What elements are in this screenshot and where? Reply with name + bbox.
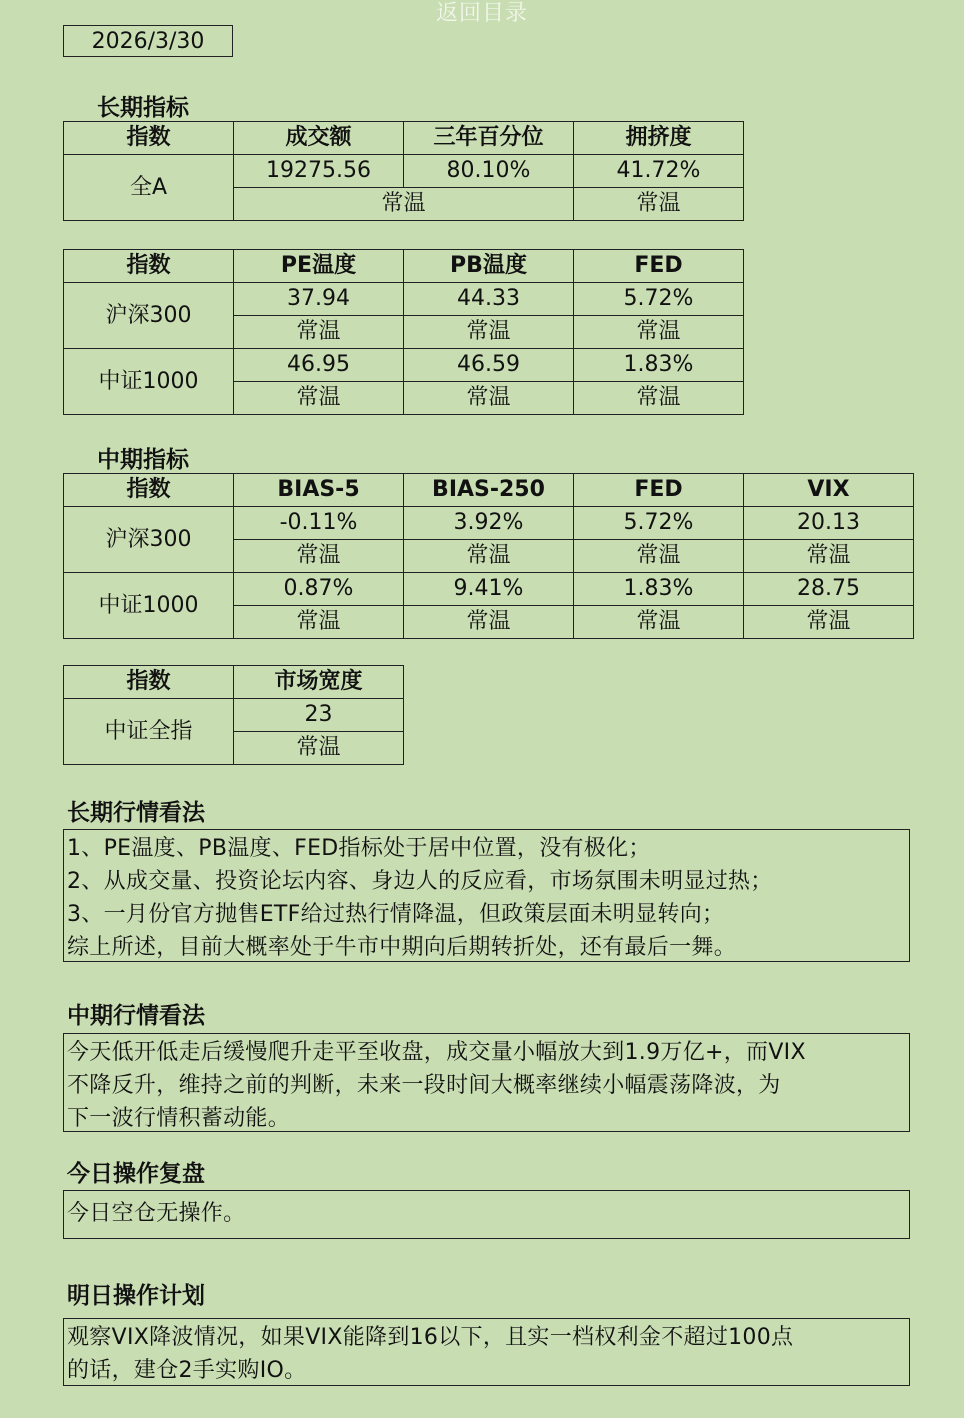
status-cell: 常温 [404, 382, 574, 415]
index-name: 沪深300 [64, 283, 234, 349]
value-cell: 46.95 [234, 349, 404, 382]
header-3y-percentile: 三年百分位 [404, 122, 574, 155]
value-cell: 28.75 [744, 573, 914, 606]
index-name: 全A [64, 155, 234, 221]
status-cell: 常温 [404, 540, 574, 573]
value-cell: 9.41% [404, 573, 574, 606]
status-cell: 常温 [744, 540, 914, 573]
index-name: 沪深300 [64, 507, 234, 573]
status-cell: 常温 [574, 540, 744, 573]
text-line: 今日空仓无操作。 [67, 1201, 246, 1226]
value-cell: 1.83% [574, 573, 744, 606]
daily-review-title: 今日操作复盘 [67, 1161, 205, 1187]
header-index: 指数 [64, 474, 234, 507]
volume-value: 19275.56 [234, 155, 404, 188]
market-breadth-table [63, 665, 404, 765]
text-line: 综上所述，目前大概率处于牛市中期向后期转折处，还有最后一舞。 [67, 935, 737, 960]
status-cell: 常温 [404, 606, 574, 639]
value-cell: 44.33 [404, 283, 574, 316]
daily-review-box [63, 1190, 910, 1239]
status-cell: 常温 [404, 316, 574, 349]
status-cell: 常温 [234, 606, 404, 639]
long-term-view-title: 长期行情看法 [67, 800, 205, 826]
header-bias-250: BIAS-250 [404, 474, 574, 507]
status-cell: 常温 [744, 606, 914, 639]
value-cell: 3.92% [404, 507, 574, 540]
text-line: 1、PE温度、PB温度、FED指标处于居中位置，没有极化； [67, 836, 651, 861]
status-cell: 常温 [574, 316, 744, 349]
value-cell: 5.72% [574, 507, 744, 540]
header-vix: VIX [744, 474, 914, 507]
status-cell: 常温 [574, 606, 744, 639]
long-term-indicators-title: 长期指标 [97, 95, 189, 121]
long-term-volume-table [63, 121, 744, 221]
text-line: 不降反升，维持之前的判断，未来一段时间大概率继续小幅震荡降波，为 [67, 1073, 781, 1098]
header-volume: 成交额 [234, 122, 404, 155]
text-line: 的话，建仓2手实购IO。 [67, 1358, 307, 1383]
status-cell: 常温 [574, 382, 744, 415]
index-name: 中证1000 [64, 349, 234, 415]
header-bias-5: BIAS-5 [234, 474, 404, 507]
header-pb-temp: PB温度 [404, 250, 574, 283]
status-cell: 常温 [234, 382, 404, 415]
text-line: 3、一月份官方抛售ETF给过热行情降温，但政策层面未明显转向； [67, 902, 725, 927]
value-cell: 37.94 [234, 283, 404, 316]
breadth-value: 23 [234, 699, 404, 732]
long-term-valuation-table [63, 249, 744, 415]
value-cell: 1.83% [574, 349, 744, 382]
tomorrow-plan-box [63, 1318, 910, 1386]
long-term-view-box [63, 829, 910, 962]
text-line: 今天低开低走后缓慢爬升走平至收盘，成交量小幅放大到1.9万亿+，而VIX [67, 1040, 806, 1065]
value-cell: 0.87% [234, 573, 404, 606]
mid-term-view-title: 中期行情看法 [67, 1003, 205, 1029]
mid-term-indicators-table [63, 473, 914, 639]
tomorrow-plan-title: 明日操作计划 [67, 1283, 205, 1309]
status-cell: 常温 [234, 732, 404, 765]
header-pe-temp: PE温度 [234, 250, 404, 283]
header-index: 指数 [64, 666, 234, 699]
percentile-value: 80.10% [404, 155, 574, 188]
mid-term-indicators-title: 中期指标 [97, 447, 189, 473]
back-to-contents-watermark[interactable]: 返回目录 [435, 1, 528, 26]
text-line: 观察VIX降波情况，如果VIX能降到16以下，且实一档权利金不超过100点 [67, 1325, 794, 1350]
header-crowding: 拥挤度 [574, 122, 744, 155]
header-fed: FED [574, 474, 744, 507]
index-name: 中证1000 [64, 573, 234, 639]
index-name: 中证全指 [64, 699, 234, 765]
header-index: 指数 [64, 250, 234, 283]
value-cell: 20.13 [744, 507, 914, 540]
report-date: 2026/3/30 [63, 25, 233, 57]
value-cell: 5.72% [574, 283, 744, 316]
crowding-value: 41.72% [574, 155, 744, 188]
status-cell: 常温 [574, 188, 744, 221]
mid-term-view-box [63, 1033, 910, 1132]
value-cell: 46.59 [404, 349, 574, 382]
header-fed: FED [574, 250, 744, 283]
status-cell: 常温 [234, 540, 404, 573]
header-index: 指数 [64, 122, 234, 155]
status-cell: 常温 [234, 188, 574, 221]
text-line: 下一波行情积蓄动能。 [67, 1106, 291, 1131]
value-cell: -0.11% [234, 507, 404, 540]
header-market-breadth: 市场宽度 [234, 666, 404, 699]
status-cell: 常温 [234, 316, 404, 349]
text-line: 2、从成交量、投资论坛内容、身边人的反应看，市场氛围未明显过热； [67, 869, 773, 894]
